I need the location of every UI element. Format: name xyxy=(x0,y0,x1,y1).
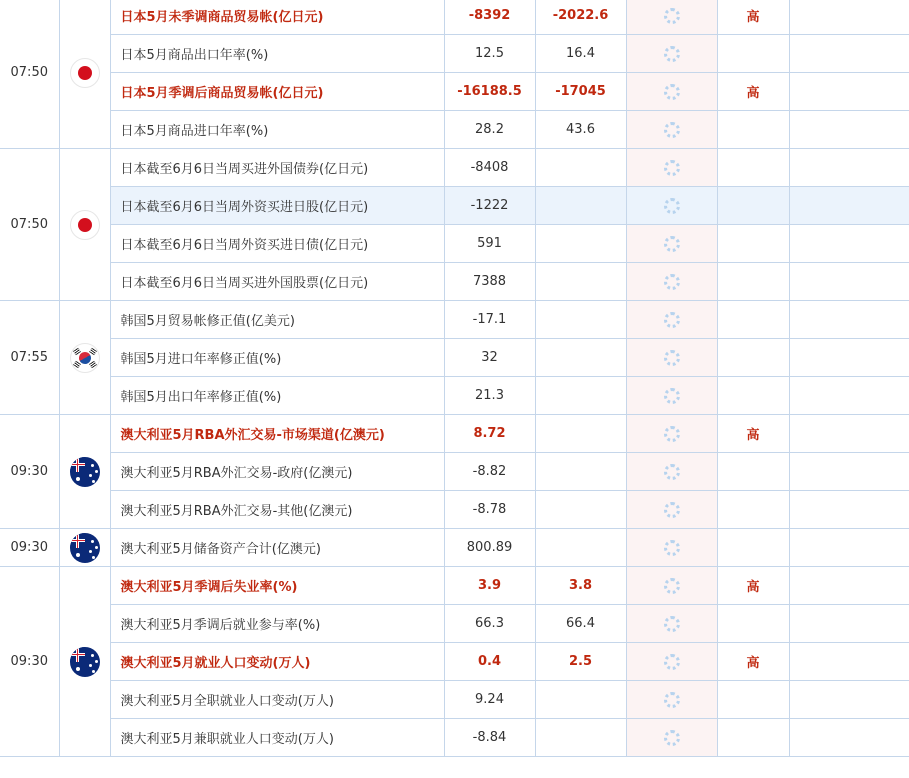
release-time: 09:30 xyxy=(0,415,59,529)
importance-badge: 高 xyxy=(717,0,789,35)
empty-cell xyxy=(789,567,909,605)
loading-spinner-icon xyxy=(664,692,680,708)
forecast-value xyxy=(535,415,626,453)
loading-spinner-icon xyxy=(664,350,680,366)
actual-value: 9.24 xyxy=(444,681,535,719)
loading-spinner-icon xyxy=(664,84,680,100)
table-row[interactable] xyxy=(0,35,909,73)
indicator-name[interactable]: 澳大利亚5月全职就业人口变动(万人) xyxy=(110,681,444,719)
indicator-name[interactable]: 日本5月未季调商品贸易帐(亿日元) xyxy=(110,0,444,35)
country-flag xyxy=(59,0,110,149)
loading-spinner-icon xyxy=(664,236,680,252)
loading-cell xyxy=(626,0,717,35)
forecast-value: 66.4 xyxy=(535,605,626,643)
importance-badge xyxy=(717,225,789,263)
loading-spinner-icon xyxy=(664,122,680,138)
actual-value: 12.5 xyxy=(444,35,535,73)
empty-cell xyxy=(789,187,909,225)
release-time: 07:50 xyxy=(0,149,59,301)
table-row[interactable] xyxy=(0,111,909,149)
loading-cell xyxy=(626,263,717,301)
forecast-value: 2.5 xyxy=(535,643,626,681)
table-row[interactable] xyxy=(0,73,909,111)
loading-cell xyxy=(626,73,717,111)
indicator-name[interactable]: 澳大利亚5月季调后就业参与率(%) xyxy=(110,605,444,643)
table-row[interactable] xyxy=(0,719,909,757)
empty-cell xyxy=(789,453,909,491)
loading-cell xyxy=(626,35,717,73)
indicator-name[interactable]: 日本截至6月6日当周买进外国债券(亿日元) xyxy=(110,149,444,187)
indicator-name[interactable]: 日本5月商品进口年率(%) xyxy=(110,111,444,149)
table-row[interactable] xyxy=(0,263,909,301)
loading-cell xyxy=(626,529,717,567)
country-flag xyxy=(59,567,110,757)
actual-value: 66.3 xyxy=(444,605,535,643)
forecast-value: -2022.6 xyxy=(535,0,626,35)
loading-cell xyxy=(626,415,717,453)
actual-value: 800.89 xyxy=(444,529,535,567)
table-row[interactable] xyxy=(0,0,909,35)
table-row[interactable] xyxy=(0,225,909,263)
empty-cell xyxy=(789,529,909,567)
empty-cell xyxy=(789,111,909,149)
forecast-value xyxy=(535,149,626,187)
loading-cell xyxy=(626,149,717,187)
indicator-name[interactable]: 澳大利亚5月RBA外汇交易-市场渠道(亿澳元) xyxy=(110,415,444,453)
empty-cell xyxy=(789,605,909,643)
empty-cell xyxy=(789,301,909,339)
country-flag xyxy=(59,149,110,301)
country-flag xyxy=(59,529,110,567)
table-row[interactable] xyxy=(0,567,909,605)
loading-spinner-icon xyxy=(664,160,680,176)
indicator-name[interactable]: 日本截至6月6日当周买进外国股票(亿日元) xyxy=(110,263,444,301)
indicator-name[interactable]: 澳大利亚5月RBA外汇交易-其他(亿澳元) xyxy=(110,491,444,529)
indicator-name[interactable]: 韩国5月进口年率修正值(%) xyxy=(110,339,444,377)
loading-spinner-icon xyxy=(664,616,680,632)
forecast-value xyxy=(535,187,626,225)
loading-spinner-icon xyxy=(664,578,680,594)
forecast-value xyxy=(535,301,626,339)
release-time: 07:50 xyxy=(0,0,59,149)
loading-cell xyxy=(626,643,717,681)
loading-spinner-icon xyxy=(664,274,680,290)
importance-badge xyxy=(717,263,789,301)
country-flag xyxy=(59,301,110,415)
south-korea-flag-icon xyxy=(70,343,100,373)
importance-badge xyxy=(717,339,789,377)
forecast-value xyxy=(535,453,626,491)
importance-badge xyxy=(717,149,789,187)
importance-badge xyxy=(717,719,789,757)
importance-badge xyxy=(717,491,789,529)
forecast-value xyxy=(535,339,626,377)
table-row[interactable] xyxy=(0,301,909,339)
empty-cell xyxy=(789,73,909,111)
table-row[interactable] xyxy=(0,681,909,719)
forecast-value xyxy=(535,263,626,301)
table-row[interactable] xyxy=(0,415,909,453)
loading-cell xyxy=(626,453,717,491)
importance-badge xyxy=(717,605,789,643)
importance-badge xyxy=(717,35,789,73)
loading-spinner-icon xyxy=(664,654,680,670)
empty-cell xyxy=(789,263,909,301)
japan-flag-icon xyxy=(70,58,100,88)
release-time: 07:55 xyxy=(0,301,59,415)
table-row[interactable] xyxy=(0,491,909,529)
importance-badge xyxy=(717,377,789,415)
loading-cell xyxy=(626,377,717,415)
indicator-name[interactable]: 澳大利亚5月RBA外汇交易-政府(亿澳元) xyxy=(110,453,444,491)
table-row[interactable] xyxy=(0,339,909,377)
indicator-name[interactable]: 韩国5月出口年率修正值(%) xyxy=(110,377,444,415)
actual-value: 591 xyxy=(444,225,535,263)
importance-badge xyxy=(717,187,789,225)
table-row[interactable] xyxy=(0,187,909,225)
actual-value: -8.82 xyxy=(444,453,535,491)
indicator-name[interactable]: 日本截至6月6日当周外资买进日股(亿日元) xyxy=(110,187,444,225)
actual-value: -8.78 xyxy=(444,491,535,529)
indicator-name[interactable]: 韩国5月贸易帐修正值(亿美元) xyxy=(110,301,444,339)
loading-spinner-icon xyxy=(664,730,680,746)
indicator-name[interactable]: 澳大利亚5月兼职就业人口变动(万人) xyxy=(110,719,444,757)
loading-spinner-icon xyxy=(664,426,680,442)
loading-cell xyxy=(626,225,717,263)
table-row[interactable] xyxy=(0,453,909,491)
empty-cell xyxy=(789,491,909,529)
loading-spinner-icon xyxy=(664,540,680,556)
empty-cell xyxy=(789,149,909,187)
loading-cell xyxy=(626,567,717,605)
actual-value: -8392 xyxy=(444,0,535,35)
empty-cell xyxy=(789,339,909,377)
actual-value: 8.72 xyxy=(444,415,535,453)
actual-value: 28.2 xyxy=(444,111,535,149)
table-row[interactable] xyxy=(0,605,909,643)
loading-spinner-icon xyxy=(664,312,680,328)
importance-badge: 高 xyxy=(717,415,789,453)
loading-spinner-icon xyxy=(664,198,680,214)
australia-flag-icon xyxy=(70,533,100,563)
loading-cell xyxy=(626,187,717,225)
forecast-value xyxy=(535,681,626,719)
indicator-name[interactable]: 日本截至6月6日当周外资买进日债(亿日元) xyxy=(110,225,444,263)
empty-cell xyxy=(789,643,909,681)
empty-cell xyxy=(789,225,909,263)
indicator-name[interactable]: 日本5月商品出口年率(%) xyxy=(110,35,444,73)
country-flag xyxy=(59,415,110,529)
empty-cell xyxy=(789,719,909,757)
importance-badge xyxy=(717,111,789,149)
loading-cell xyxy=(626,491,717,529)
release-time: 09:30 xyxy=(0,567,59,757)
empty-cell xyxy=(789,35,909,73)
forecast-value: 3.8 xyxy=(535,567,626,605)
indicator-name[interactable]: 澳大利亚5月储备资产合计(亿澳元) xyxy=(110,529,444,567)
importance-badge: 高 xyxy=(717,643,789,681)
empty-cell xyxy=(789,377,909,415)
indicator-name[interactable]: 澳大利亚5月就业人口变动(万人) xyxy=(110,643,444,681)
australia-flag-icon xyxy=(70,647,100,677)
japan-flag-icon xyxy=(70,210,100,240)
empty-cell xyxy=(789,0,909,35)
forecast-value: -17045 xyxy=(535,73,626,111)
loading-spinner-icon xyxy=(664,388,680,404)
importance-badge: 高 xyxy=(717,567,789,605)
importance-badge: 高 xyxy=(717,73,789,111)
australia-flag-icon xyxy=(70,457,100,487)
loading-spinner-icon xyxy=(664,502,680,518)
forecast-value: 43.6 xyxy=(535,111,626,149)
loading-cell xyxy=(626,111,717,149)
actual-value: -16188.5 xyxy=(444,73,535,111)
forecast-value: 16.4 xyxy=(535,35,626,73)
loading-cell xyxy=(626,681,717,719)
table-row[interactable] xyxy=(0,377,909,415)
empty-cell xyxy=(789,681,909,719)
table-row[interactable] xyxy=(0,529,909,567)
indicator-name[interactable]: 日本5月季调后商品贸易帐(亿日元) xyxy=(110,73,444,111)
loading-cell xyxy=(626,719,717,757)
loading-spinner-icon xyxy=(664,464,680,480)
actual-value: -17.1 xyxy=(444,301,535,339)
forecast-value xyxy=(535,529,626,567)
loading-cell xyxy=(626,605,717,643)
table-row[interactable] xyxy=(0,149,909,187)
importance-badge xyxy=(717,301,789,339)
release-time: 09:30 xyxy=(0,529,59,567)
loading-cell xyxy=(626,301,717,339)
importance-badge xyxy=(717,453,789,491)
importance-badge xyxy=(717,529,789,567)
loading-spinner-icon xyxy=(664,46,680,62)
actual-value: -8408 xyxy=(444,149,535,187)
actual-value: 21.3 xyxy=(444,377,535,415)
forecast-value xyxy=(535,225,626,263)
actual-value: 7388 xyxy=(444,263,535,301)
loading-spinner-icon xyxy=(664,8,680,24)
actual-value: 0.4 xyxy=(444,643,535,681)
importance-badge xyxy=(717,681,789,719)
empty-cell xyxy=(789,415,909,453)
forecast-value xyxy=(535,491,626,529)
actual-value: 3.9 xyxy=(444,567,535,605)
actual-value: -1222 xyxy=(444,187,535,225)
loading-cell xyxy=(626,339,717,377)
actual-value: -8.84 xyxy=(444,719,535,757)
actual-value: 32 xyxy=(444,339,535,377)
forecast-value xyxy=(535,719,626,757)
table-row[interactable] xyxy=(0,643,909,681)
indicator-name[interactable]: 澳大利亚5月季调后失业率(%) xyxy=(110,567,444,605)
forecast-value xyxy=(535,377,626,415)
